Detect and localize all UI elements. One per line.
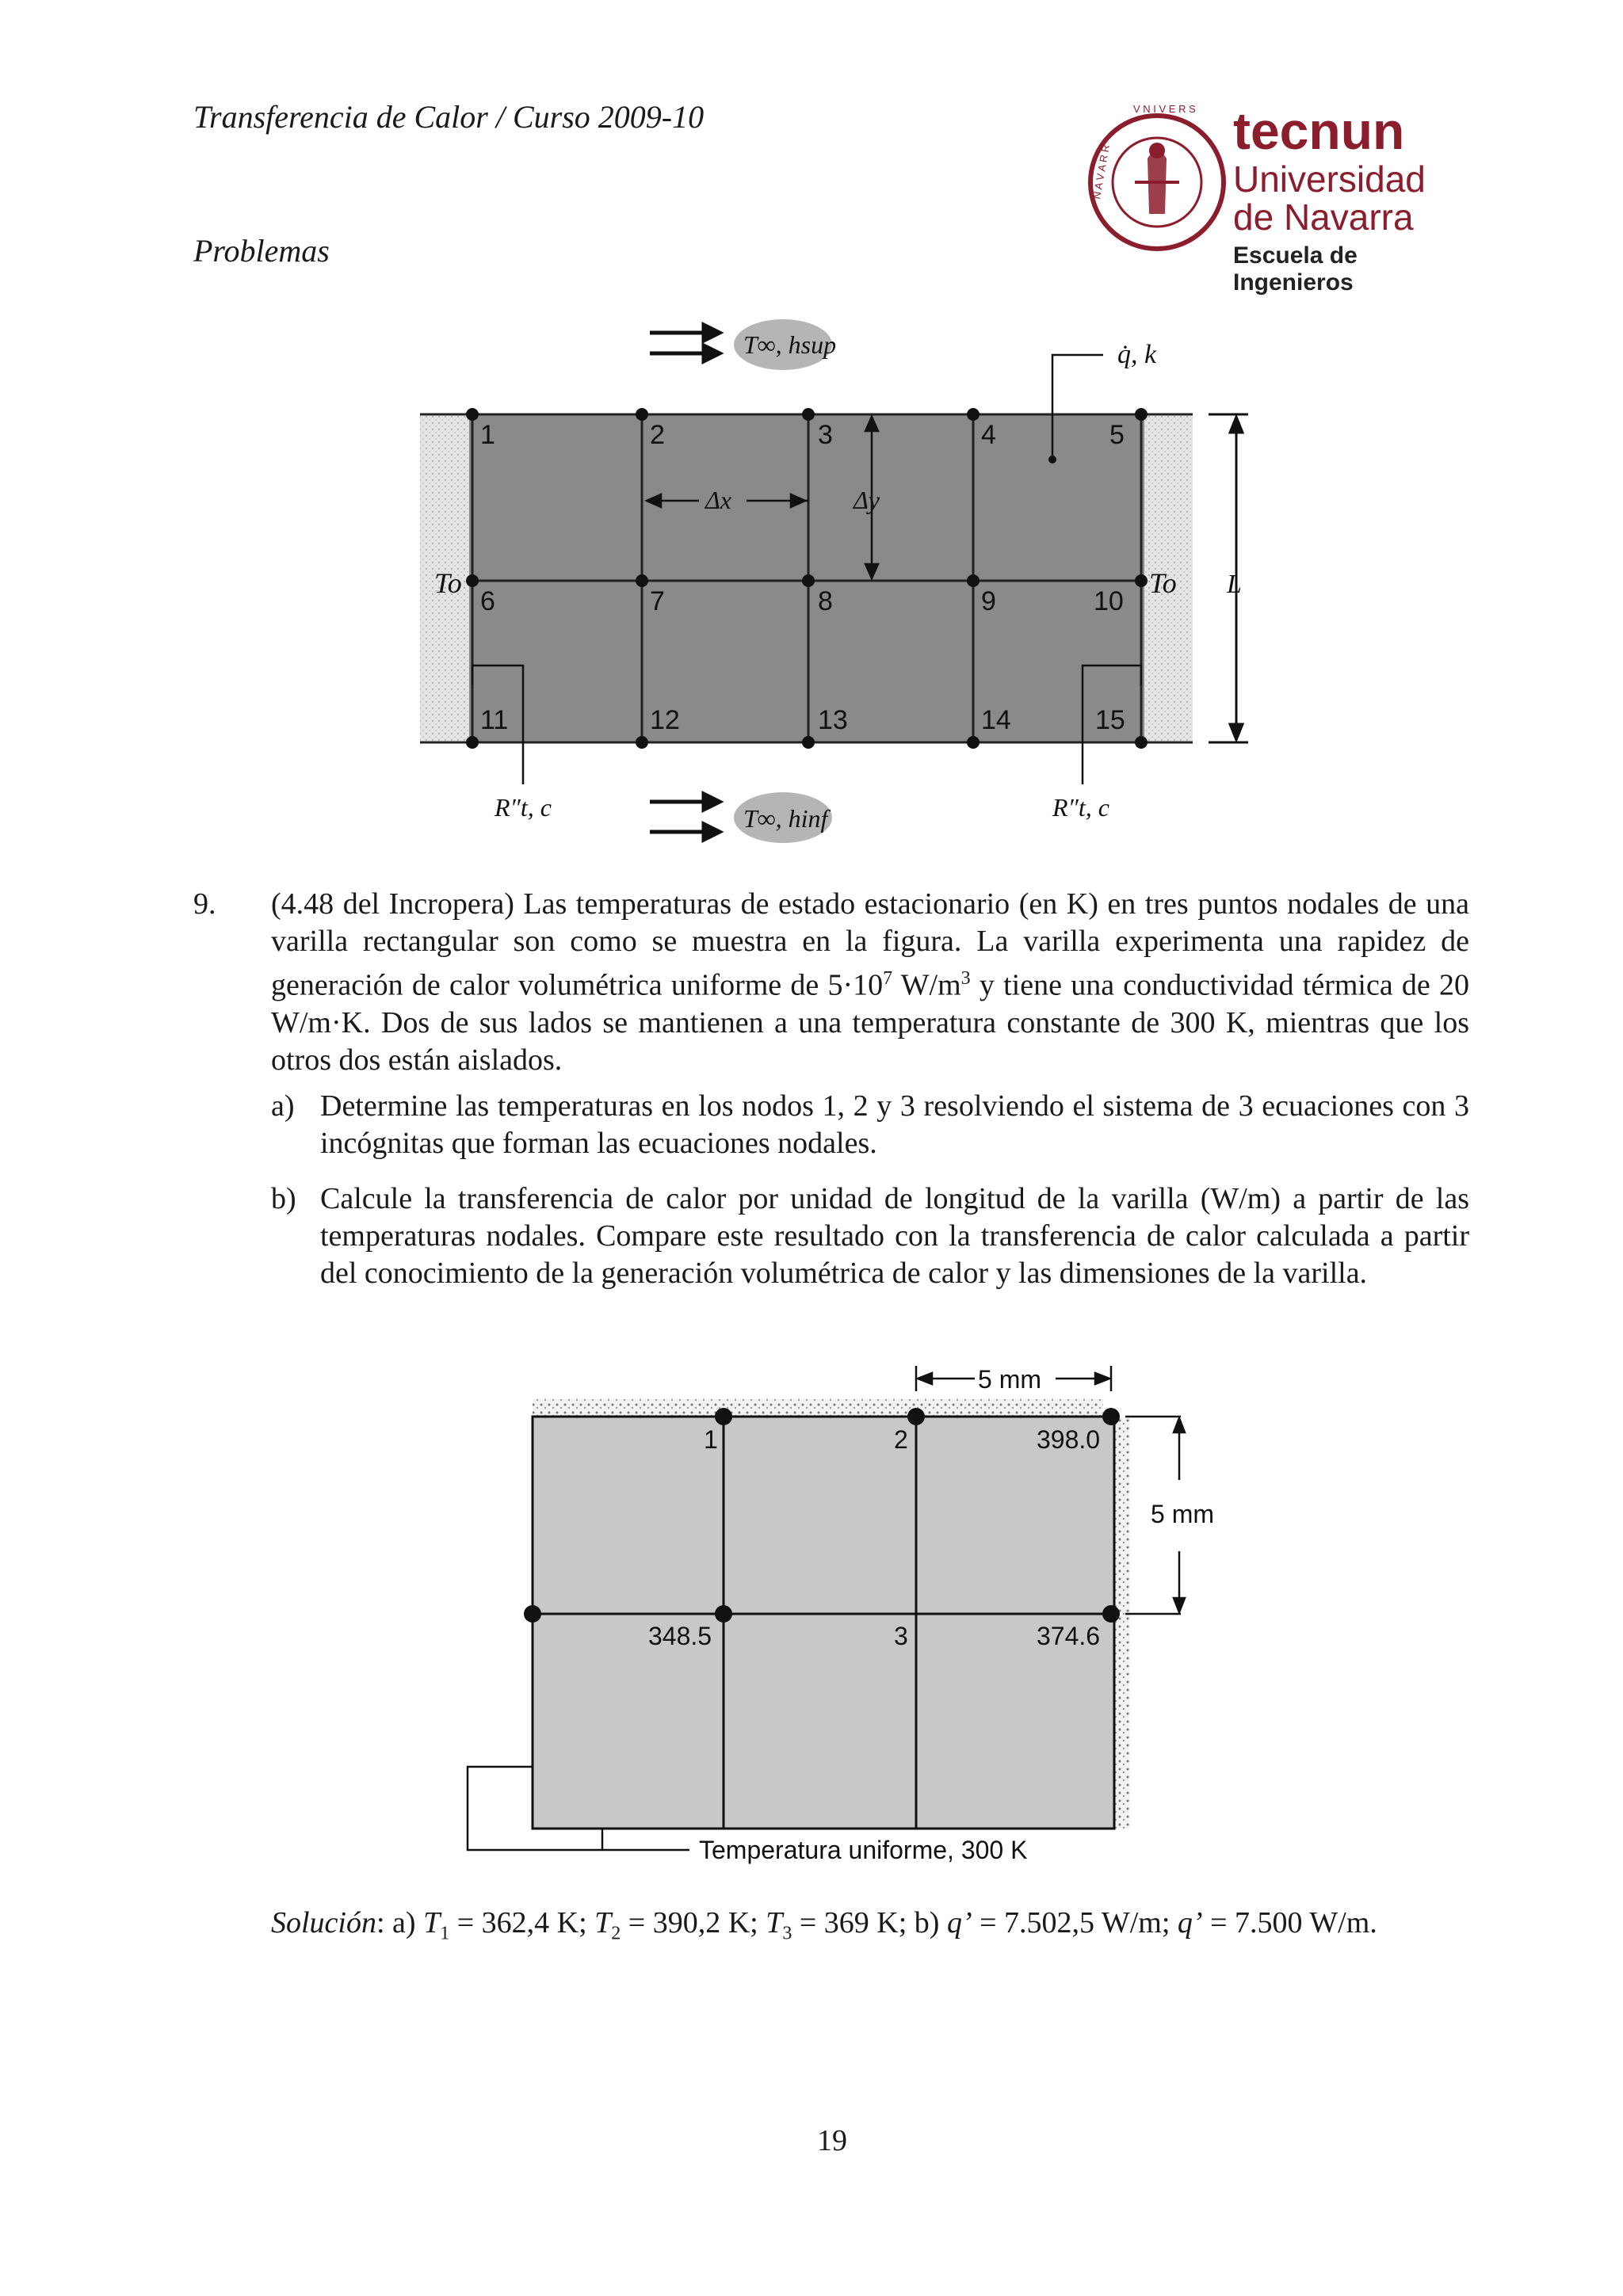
dx-label: Δx <box>705 486 731 514</box>
university-seal-icon <box>1086 95 1228 269</box>
node-label: 10 <box>1094 586 1124 616</box>
figure-1-rod-grid <box>412 301 1268 871</box>
svg-text:V N I V E R S: V N I V E R S <box>1133 103 1196 115</box>
solution-text: Solución: a) $T_1 = 362,4$ K; $T_2 = 390,2$ K; $T_3 = 369$ K; b) q’ = 7.502,5 W/m; q’ = 7.500 W/m. <box>271 1906 1377 1944</box>
node-3-label: 3 <box>894 1622 908 1650</box>
node-label: 15 <box>1095 705 1125 735</box>
right-insulation <box>1114 1417 1130 1829</box>
logo-line1: Universidad <box>1233 158 1426 200</box>
node-label: 6 <box>480 586 495 616</box>
temp-348-label: 348.5 <box>648 1622 712 1650</box>
figure-2-nodal-temps <box>452 1355 1244 1878</box>
item-b-label: b) <box>271 1182 296 1215</box>
left-temp-label: To <box>434 567 462 599</box>
node-label: 8 <box>818 586 833 616</box>
node-1-label: 1 <box>704 1425 718 1454</box>
top-insulation <box>533 1399 1103 1417</box>
node-label: 14 <box>981 705 1011 735</box>
node-2-label: 2 <box>894 1425 908 1454</box>
node-label: 5 <box>1109 420 1125 450</box>
contact-resistance-left: R″t, c <box>495 793 552 822</box>
logo-line2: de Navarra <box>1233 196 1414 238</box>
node-label: 7 <box>650 586 665 616</box>
item-a-label: a) <box>271 1089 295 1123</box>
node-label: 9 <box>981 586 996 616</box>
contact-resistance-right: R″t, c <box>1052 793 1109 822</box>
problem-statement: (4.48 del Incropera) Las temperaturas de estado estacionario (en K) en tres puntos nodales de una varilla rectangular son como se muestra en la figura. La varilla experimenta una rapidez de generación de calor volumétrica uniforme de $5\cdot 10^7$ $W/m^3$ y tiene una conductividad térmica de 20 W/m·K. Dos de sus lados se mantienen a una temperatura constante de 300 K, mientras que los otros dos están aislados. <box>271 887 1470 1077</box>
node-label: 12 <box>650 705 680 735</box>
page-number: 19 <box>817 2124 847 2157</box>
item-b-text: Calcule la transferencia de calor por unidad de longitud de la varilla (W/m) a partir de las temperaturas nodales. Compare este resultado con la transferencia de calor calculada a partir del conocimiento de la generación volumétrica de calor y las dimensiones de la varilla. <box>320 1182 1469 1290</box>
uniform-temp-caption: Temperatura uniforme, 300 K <box>699 1836 1028 1864</box>
item-a-text: Determine las temperaturas en los nodos 1, 2 y 3 resolviendo el sistema de 3 ecuaciones con 3 incógnitas que forman las ecuaciones nodales. <box>320 1089 1469 1160</box>
logo-brand: tecnun <box>1233 101 1405 160</box>
height-dimension: 5 mm <box>1151 1500 1214 1528</box>
generation-label: q̇, k <box>1117 340 1157 369</box>
node-label: 3 <box>818 420 833 450</box>
university-logo <box>1086 95 1474 296</box>
node-label: 1 <box>480 420 495 450</box>
right-temp-label: To <box>1149 567 1177 599</box>
plate-body <box>533 1417 1114 1829</box>
node-label: 11 <box>480 705 509 735</box>
section-title: Problemas <box>193 233 330 269</box>
logo-line3: Escuela de Ingenieros <box>1233 242 1358 296</box>
svg-text:N A V A R R: N A V A R R <box>1090 143 1112 200</box>
dy-label: Δy <box>854 486 880 514</box>
temp-374-label: 374.6 <box>1037 1622 1101 1650</box>
problem-number: 9. <box>193 887 216 921</box>
temp-398-label: 398.0 <box>1037 1425 1101 1454</box>
bottom-convection-label: T∞, hinf <box>743 804 828 833</box>
top-convection-label: T∞, hsup <box>743 330 837 359</box>
node-label: 2 <box>650 420 665 450</box>
width-dimension: 5 mm <box>978 1365 1041 1394</box>
length-label: L <box>1227 570 1242 599</box>
node-label: 4 <box>981 420 996 450</box>
course-title: Transferencia de Calor / Curso 2009-10 <box>193 99 705 135</box>
node-label: 13 <box>818 705 848 735</box>
